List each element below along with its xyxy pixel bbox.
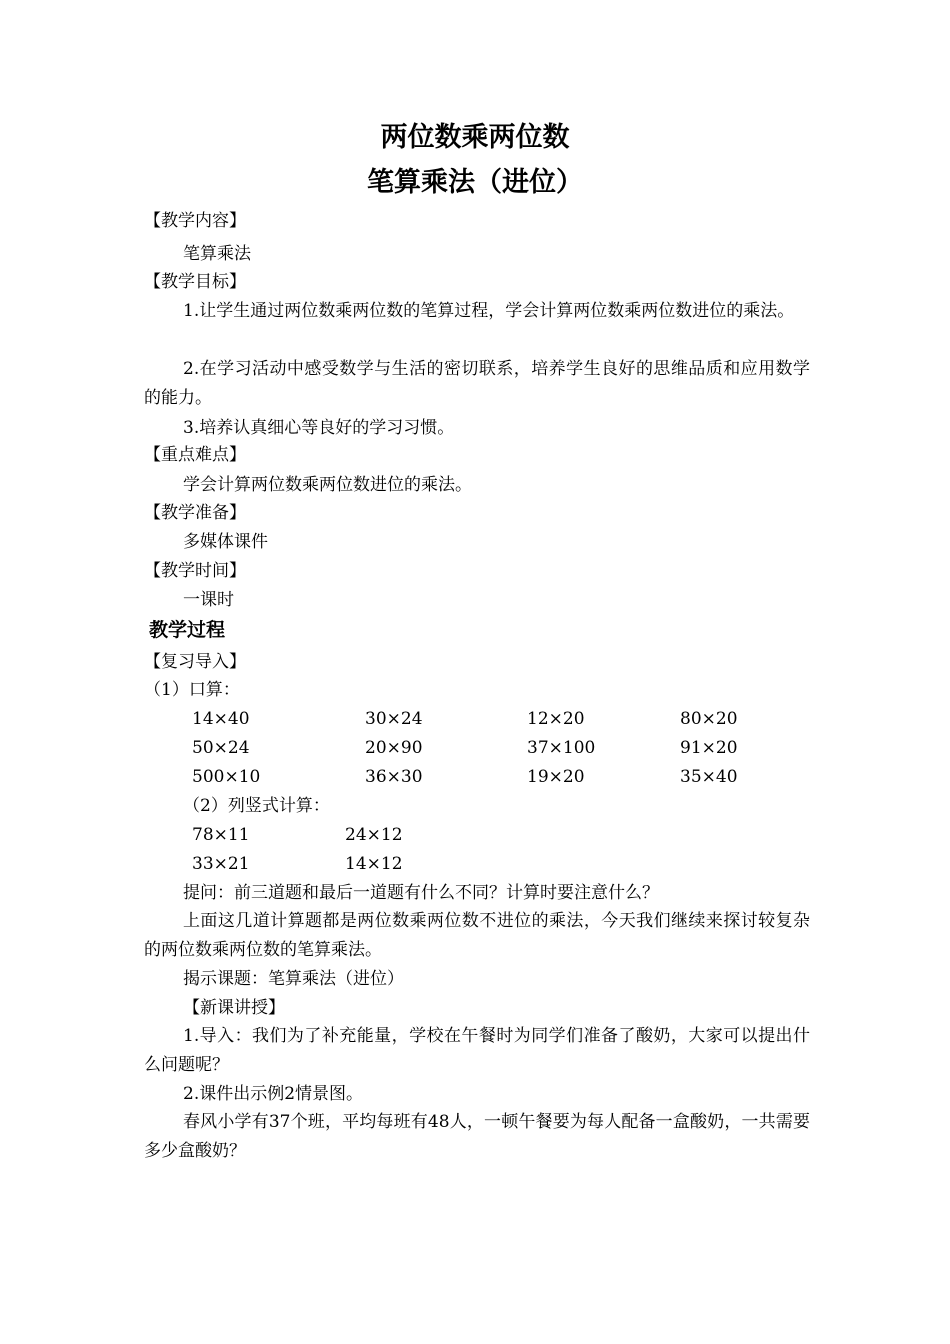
content-text: 笔算乘法 [183,244,251,264]
document-subtitle: 笔算乘法（进位） [367,167,583,198]
oral-item: 50×24 [192,738,250,758]
content-heading: 【教学内容】 [144,211,246,231]
step-2: 2.课件出示例2情景图。 [183,1084,364,1104]
oral-item: 80×20 [680,709,738,729]
oral-item: 37×100 [527,738,596,758]
oral-item: 19×20 [527,767,585,787]
oral-item: 500×10 [192,767,261,787]
goal-2: 2.在学习活动中感受数学与生活的密切联系，培养学生良好的思维品质和应用数学的能力。 [144,359,810,408]
vertical-item: 24×12 [345,825,403,845]
key-heading: 【重点难点】 [144,445,246,465]
oral-item: 30×24 [365,709,423,729]
prep-heading: 【教学准备】 [144,503,246,523]
vertical-item: 33×21 [192,854,250,874]
time-heading: 【教学时间】 [144,561,246,581]
oral-item: 20×90 [365,738,423,758]
new-lesson-heading: 【新课讲授】 [183,998,285,1018]
vertical-label: （2）列竖式计算： [183,796,330,816]
oral-item: 14×40 [192,709,250,729]
vertical-item: 78×11 [192,825,250,845]
oral-label: （1）口算： [144,680,240,700]
reveal-text: 揭示课题：笔算乘法（进位） [183,969,404,989]
question-text: 提问：前三道题和最后一道题有什么不同？计算时要注意什么？ [183,883,659,903]
goal-3: 3.培养认真细心等良好的学习习惯。 [183,418,455,438]
oral-item: 91×20 [680,738,738,758]
key-text: 学会计算两位数乘两位数进位的乘法。 [183,475,472,495]
document-title: 两位数乘两位数 [380,122,570,153]
prep-text: 多媒体课件 [183,532,268,552]
oral-item: 12×20 [527,709,585,729]
time-text: 一课时 [183,590,234,610]
step-1: 1.导入：我们为了补充能量，学校在午餐时为同学们准备了酸奶，大家可以提出什么问题呢？ [144,1026,810,1075]
intro-paragraph: 上面这几道计算题都是两位数乘两位数不进位的乘法，今天我们继续来探讨较复杂的两位数乘两位数的笔算乘法。 [144,911,810,960]
goals-heading: 【教学目标】 [144,272,246,292]
problem-text: 春风小学有37个班，平均每班有48人，一顿午餐要为每人配备一盒酸奶，一共需要多少盒酸奶？ [144,1112,810,1161]
vertical-item: 14×12 [345,854,403,874]
goal-1: 1.让学生通过两位数乘两位数的笔算过程，学会计算两位数乘两位数进位的乘法。 [183,301,795,321]
oral-item: 36×30 [365,767,423,787]
process-heading: 教学过程 [149,619,226,641]
review-heading: 【复习导入】 [144,652,246,672]
oral-item: 35×40 [680,767,738,787]
